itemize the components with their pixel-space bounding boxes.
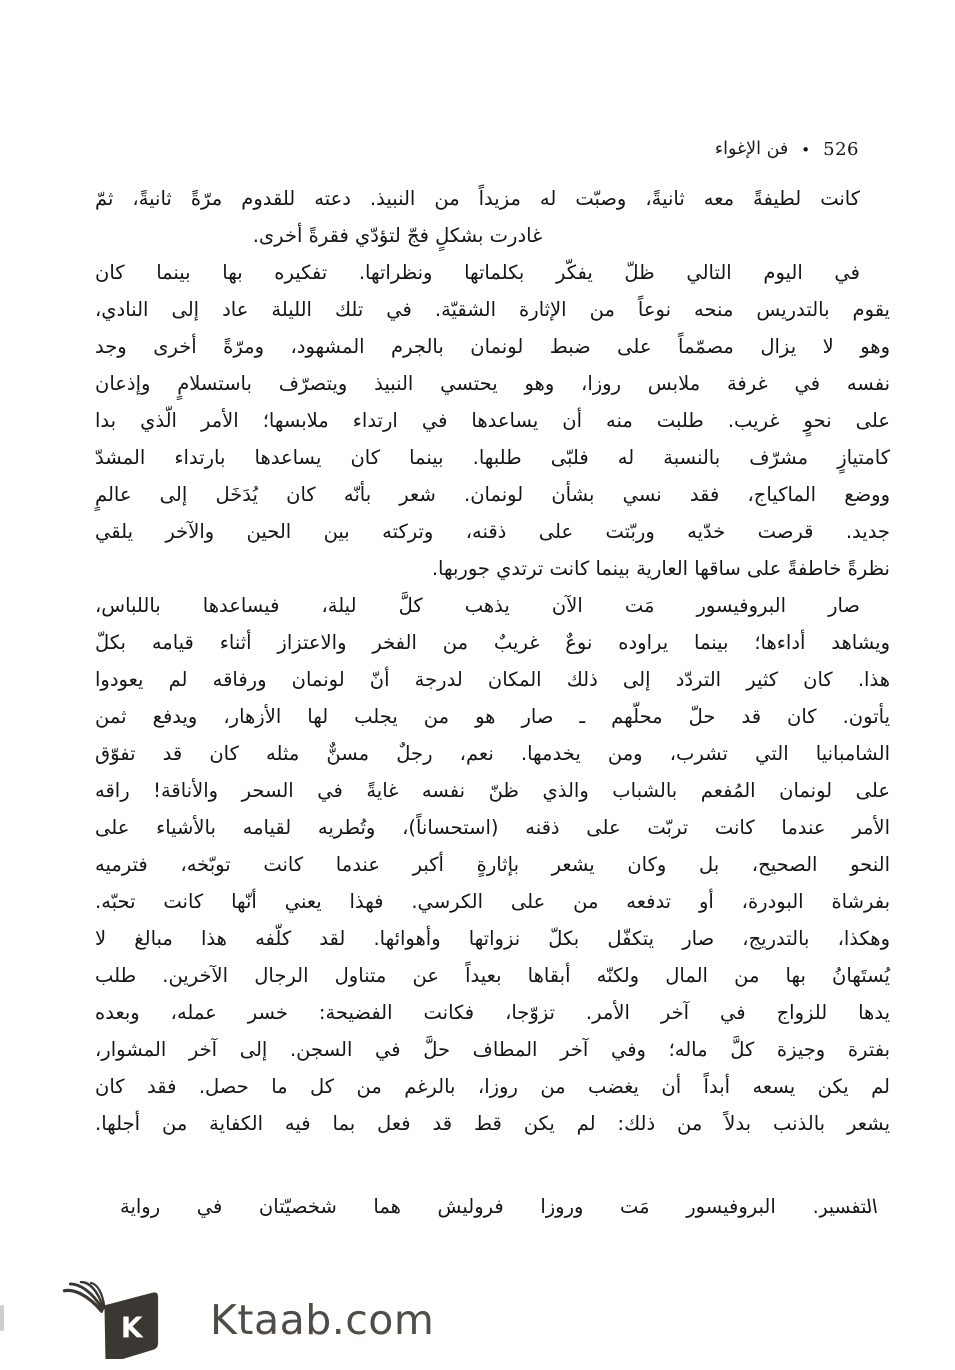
text-line: وهكذا، بالتدريج، صار يتكفّل بكلّ نزواتها وأهوائها. لقد كلّفه هذا مبالغ لا <box>95 927 890 950</box>
text-line: في اليوم التالي ظلّ يفكّر بكلماتها ونظراتها. تفكيره بها بينما كان <box>95 261 860 284</box>
text-line: هذا. كان كثير التردّد إلى ذلك المكان لدرجة أنّ لونمان ورفاقه لم يعودوا <box>95 668 890 691</box>
book-title: فن الإغواء <box>714 139 789 159</box>
text-line: النحو الصحيح، بل وكان يشعر بإثارةٍ أكبر عندما كانت توبّخه، فترميه <box>95 853 890 876</box>
page-number: 526 <box>823 138 859 160</box>
text-line: على لونمان المُفعم بالشباب والذي ظنّ نفسه غايةً في السحر والأناقة! راقه <box>95 779 890 802</box>
page-header <box>715 134 859 164</box>
text-line: كامتيازٍ مشرّف بالنسبة له فلبّى طلبها. بينما كان يساعدها بارتداء المشدّ <box>95 446 890 469</box>
text-line: جديد. قرصت خدّيه وربّتت على ذقنه، وتركته بين الحين والآخر يلقي <box>95 520 890 543</box>
text-line: لم يكن يسعه أبداً أن يغضب من روزا، بالرغم من كل ما حصل. فقد كان <box>95 1075 890 1098</box>
text-line: الأمر عندما كانت تربّت على ذقنه (استحساناً)، وتُطريه لقيامه بالأشياء على <box>95 816 890 839</box>
text-line: صار البروفيسور مَت الآن يذهب كلَّ ليلة، فيساعدها باللباس، <box>95 594 860 617</box>
text-line: يدها للزواج في آخر الأمر. تزوّجا، فكانت الفضيحة: خسر عمله، وبعده <box>95 1001 890 1024</box>
text-line: يُستَهانُ بها من المال ولكنّه أبقاها بعيداً عن متناول الرجال الآخرين. طلب <box>95 964 890 987</box>
watermark <box>58 1280 434 1360</box>
watermark-brand: Ktaab.com <box>210 1296 435 1344</box>
scan-artifact <box>0 1305 4 1331</box>
footnote-lead: التفسير. <box>810 1196 880 1218</box>
text-line: يقوم بالتدريس منحه نوعاً من الإثارة الشقيّة. في تلك الليلة عاد إلى النادي، <box>95 298 890 321</box>
text-line: كانت لطيفةً معه ثانيةً، وصبّت له مزيداً من النبيذ. دعته للقدوم مرّةً ثانيةً، ثمّ <box>95 187 860 210</box>
footnote <box>95 1188 890 1225</box>
text-line: يشعر بالذنب بدلاً من ذلك: لم يكن قط قد فعل بما فيه الكفاية من أجلها. <box>95 1112 890 1135</box>
page-body <box>95 180 890 1142</box>
text-line: نفسه في غرفة ملابس روزا، وهو يحتسي النبيذ ويتصرّف باستسلامٍ وإذعان <box>95 372 890 395</box>
text-line: بفترة وجيزة كلَّ ماله؛ وفي آخر المطاف حلَّ في السجن. إلى آخر المشوار، <box>95 1038 890 1061</box>
text-line: ووضع الماكياج، فقد نسي بشأن لونمان. شعر بأنّه كان يُدَخَل إلى عالمٍ <box>95 483 890 506</box>
ktaab-book-logo-icon <box>58 1281 186 1359</box>
text-line: الشامبانيا التي تشرب، ومن يخدمها. نعم، رجلٌ مسنٌّ مثله كان قد تفوّق <box>95 742 890 765</box>
text-line: وهو لا يزال مصمّماً على ضبط لونمان بالجرم المشهود، ومرّةً أخرى وجد <box>95 335 890 358</box>
text-line: على نحوٍ غريب. طلبت منه أن يساعدها في ارتداء ملابسها؛ الأمر الّذي بدا <box>95 409 890 432</box>
text-line: غادرت بشكلٍ فجّ لتؤدّي فقرةً أخرى. <box>252 224 543 247</box>
text-line: نظرةً خاطفةً على ساقها العارية بينما كانت ترتدي جوربها. <box>431 557 890 580</box>
text-line: بفرشاة البودرة، أو تدفعه من على الكرسي. فهذا يعني أنّها كانت تحبّه. <box>95 890 890 913</box>
header-bullet-icon: • <box>801 140 811 159</box>
text-line: يأتون. كان قد حلّ محلّهم ـ صار هو من يجلب لها الأزهار، ويدفع ثمن <box>95 705 890 728</box>
text-line: ويشاهد أداءها؛ بينما يراوده نوعٌ غريبٌ من الفخر والاعتزاز أثناء قيامه بكلّ <box>95 631 890 654</box>
logo-letter: K <box>120 1311 143 1345</box>
footnote-text: البروفيسور مَت وروزا فروليش هما شخصيّتان في رواية <box>120 1195 813 1218</box>
